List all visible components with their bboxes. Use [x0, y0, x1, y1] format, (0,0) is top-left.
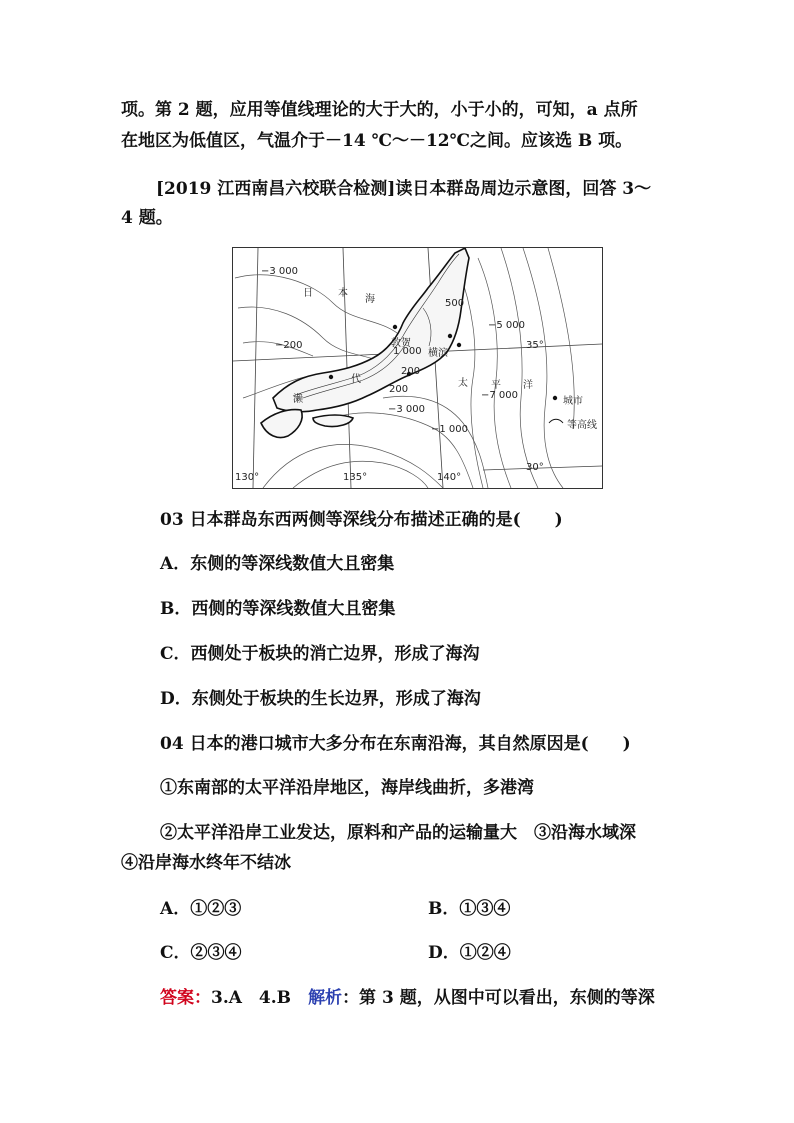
map-label-depth-1000-low: −1 000 [431, 424, 469, 435]
map-label-lat30: 30° [526, 462, 544, 473]
q3-option-b: B．西侧的等深线数值大且密集 [160, 599, 396, 619]
map-label-hai: 海 [365, 294, 375, 305]
map-label-ri: 日 [303, 288, 313, 299]
q3-option-c: C．西侧处于板块的消亡边界，形成了海沟 [160, 644, 480, 664]
map-label-shinhai: 濑 [293, 394, 303, 405]
legend-city-label: 城市 [563, 396, 583, 407]
answer-label: 答案： [160, 988, 211, 1008]
intro-line-1: 项。第 2 题，应用等值线理论的大于大的，小于小的，可知，a 点所 [121, 100, 638, 120]
q4-option-c: C．②③④ [160, 943, 242, 963]
city-dot [457, 343, 461, 347]
honshu-shape [273, 248, 469, 412]
map-label-dai: 代 [351, 374, 361, 385]
kyushu-shape [261, 410, 302, 438]
map-label-lon130: 130° [235, 472, 260, 483]
city-dot [329, 375, 333, 379]
legend-contour-line [549, 419, 563, 423]
q4-option-a: A．①②③ [160, 899, 242, 919]
map-label-lon135: 135° [343, 472, 368, 483]
q3-option-d: D．东侧处于板块的生长边界，形成了海沟 [160, 689, 481, 709]
q4-option-d: D．①②④ [428, 943, 511, 963]
legend-city-dot [553, 396, 557, 400]
analysis-label: 解析 [308, 988, 343, 1008]
q3-stem: 03 日本群岛东西两侧等深线分布描述正确的是( ) [160, 510, 563, 530]
city-dot [393, 325, 397, 329]
map-label-dunhe: 敦贺 [391, 338, 411, 349]
map-label-lat35: 35° [526, 340, 544, 351]
city-dot [448, 334, 452, 338]
map-label-tai: 太 [458, 378, 468, 389]
map-label-depth-3000-mid: −3 000 [388, 404, 426, 415]
map-label-depth-1000a: 1 000 [393, 346, 422, 357]
map-label-depth-500: 500 [445, 298, 465, 309]
map-label-depth-3000-top: −3 000 [261, 266, 299, 277]
q4-item-2: ②太平洋沿岸工业发达，原料和产品的运输量大 ③沿海水域深 [160, 823, 636, 843]
map-label-yang: 洋 [523, 380, 533, 391]
map-label-depth-7000: −7 000 [481, 390, 519, 401]
map-label-ben: 本 [338, 288, 348, 299]
q4-stem: 04 日本的港口城市大多分布在东南沿海，其自然原因是( ) [160, 734, 631, 754]
q4-option-b: B．①③④ [428, 899, 511, 919]
map-label-ping: 平 [491, 380, 501, 391]
legend-contour-label: 等高线 [567, 420, 597, 431]
map-label-depth-200-mid: 200 [401, 366, 421, 377]
map-label-hengbin: 横滨 [428, 348, 448, 359]
japan-map-figure [232, 247, 603, 489]
answer-value: 3.A 4.B [211, 988, 292, 1008]
intro-line-2: 在地区为低值区，气温介于－14 ℃～－12℃之间。应该选 B 项。 [121, 131, 633, 151]
q4-item-3: ④沿岸海水终年不结冰 [121, 853, 291, 873]
map-label-depth-200-left: −200 [275, 340, 303, 351]
q3-option-a: A．东侧的等深线数值大且密集 [160, 554, 395, 574]
source-line-1: [2019 江西南昌六校联合检测]读日本群岛周边示意图，回答 3～ [156, 179, 652, 199]
analysis-text: ：第 3 题，从图中可以看出，东侧的等深 [342, 988, 655, 1008]
shikoku-shape [313, 415, 353, 427]
map-label-depth-5000: −5 000 [488, 320, 526, 331]
answer-line [160, 987, 655, 1009]
meridian-130 [253, 248, 258, 488]
map-label-depth-200-low: 200 [389, 384, 409, 395]
map-label-lon140: 140° [437, 472, 462, 483]
source-line-2: 4 题。 [121, 208, 173, 228]
q4-item-1: ①东南部的太平洋沿岸地区，海岸线曲折，多港湾 [160, 778, 534, 798]
